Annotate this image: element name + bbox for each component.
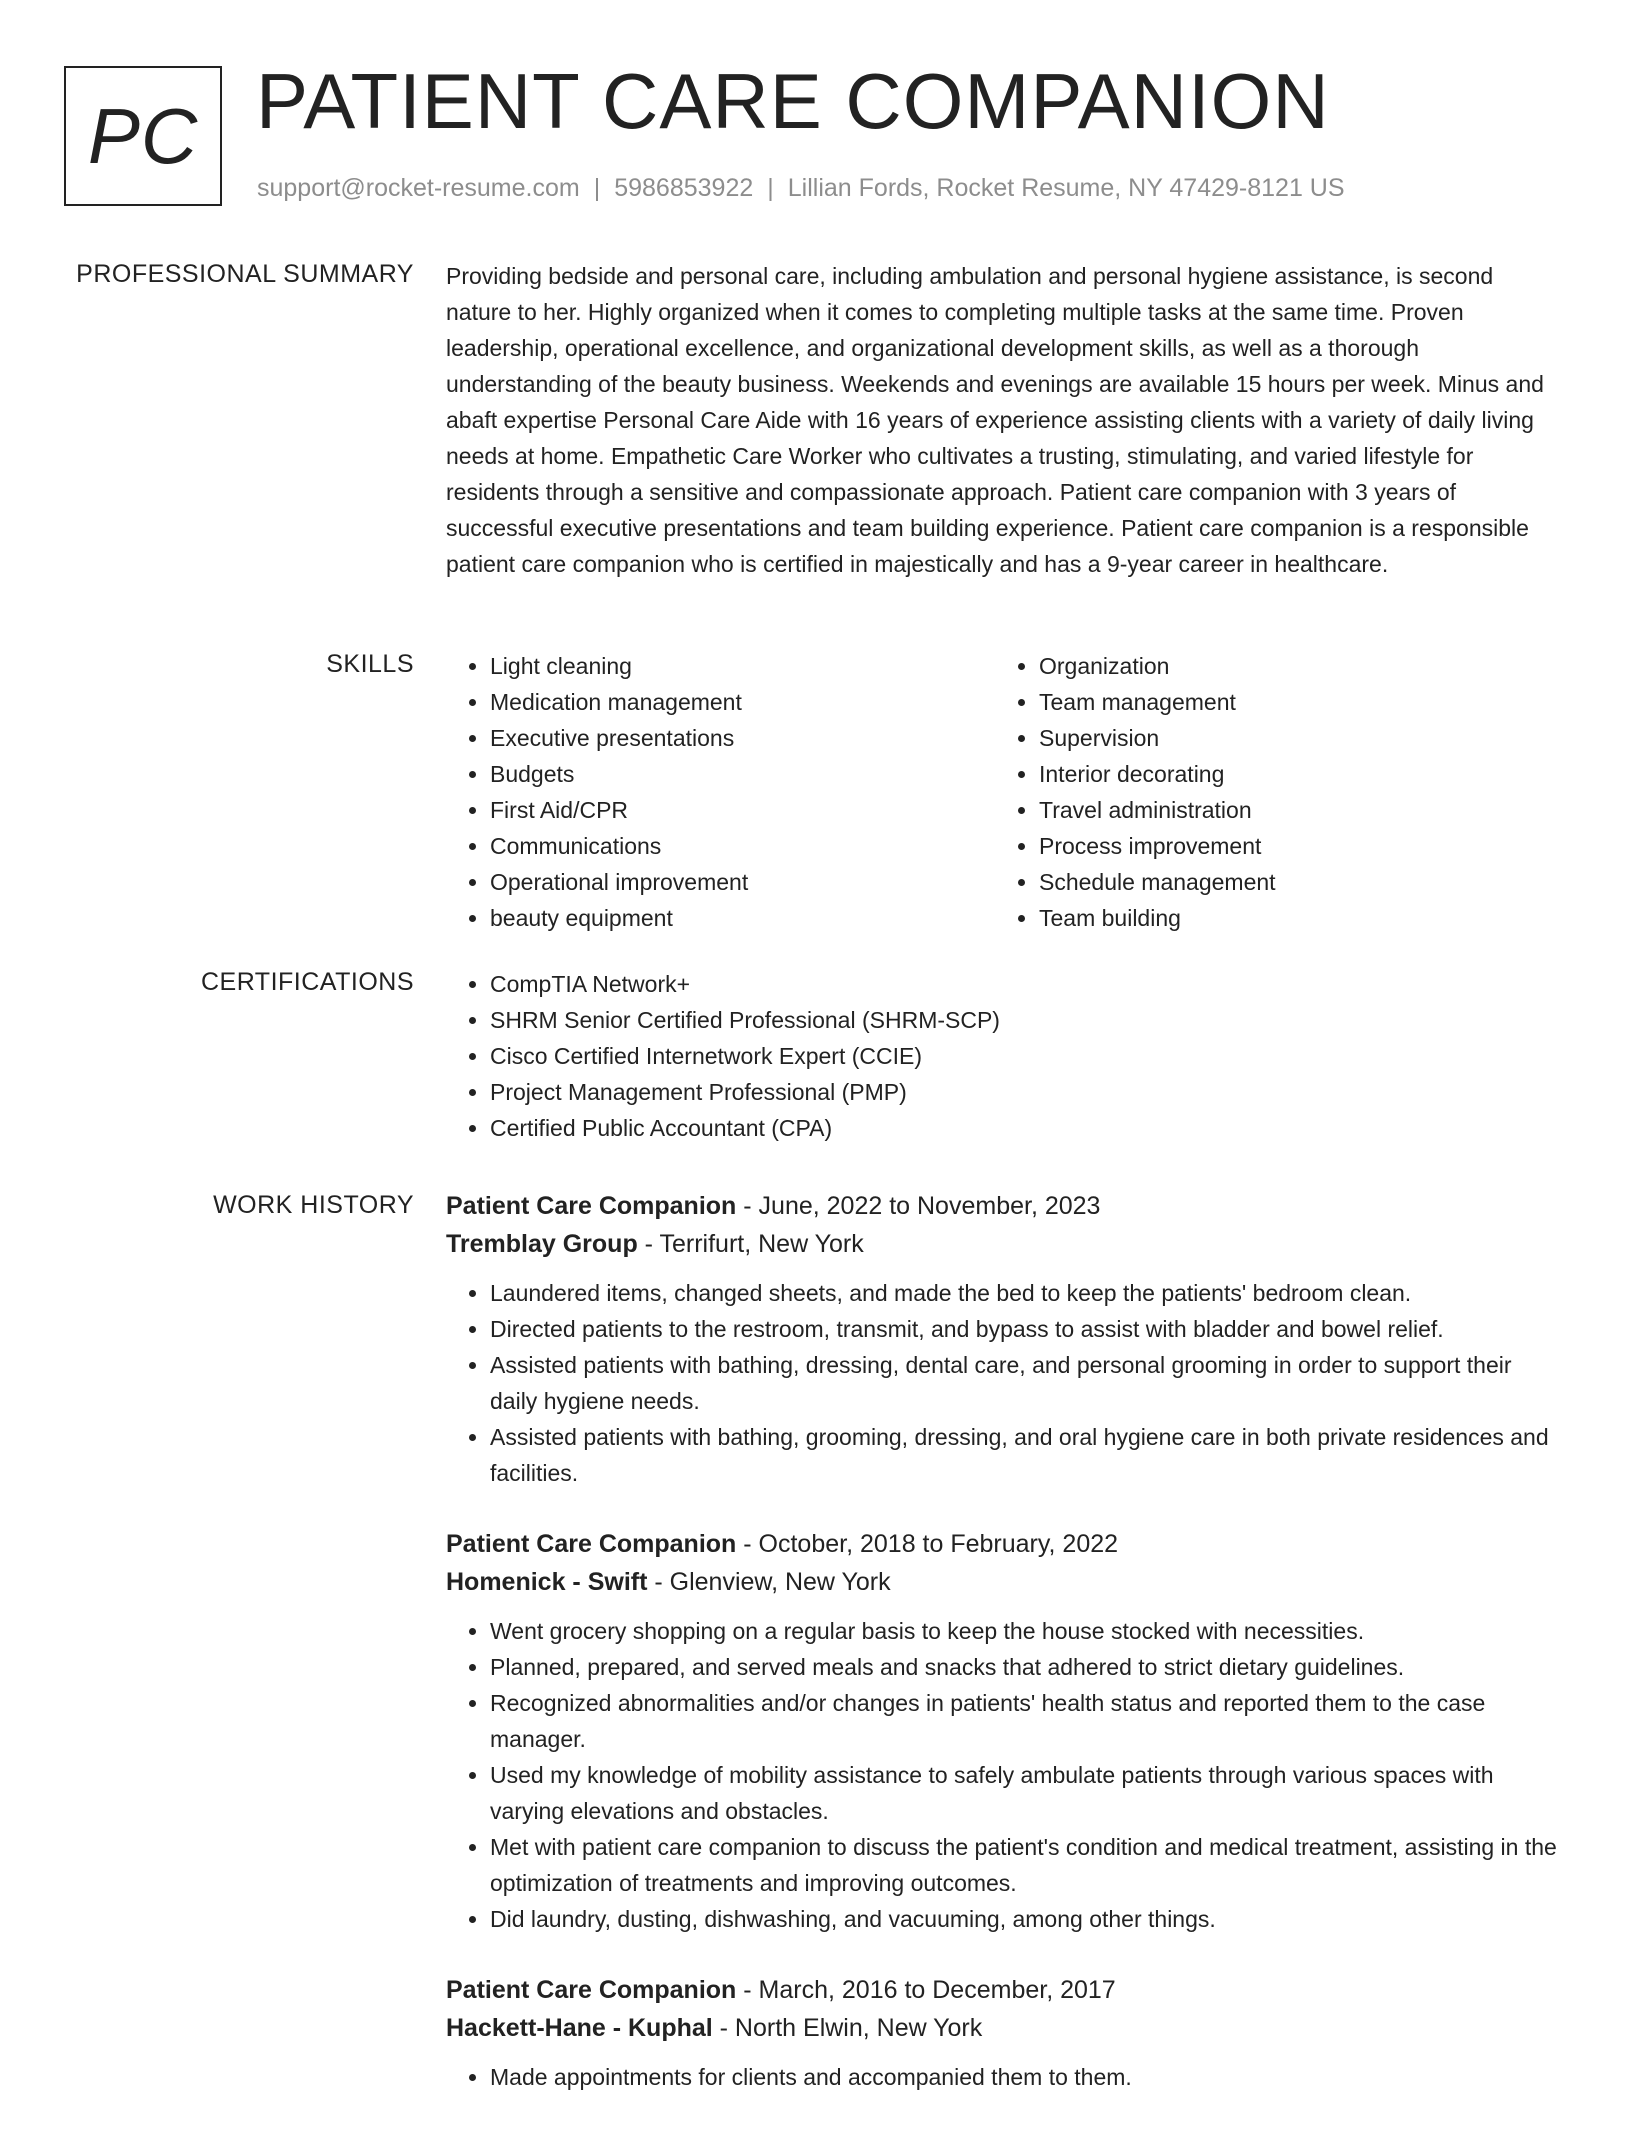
list-item: • Met with patient care companion to discuss the patient's condition and medical treatment, assisting in the optimization of treatments and improving outcomes.	[490, 1829, 1562, 1901]
contact-line	[257, 174, 1345, 203]
list-item: • Executive presentations	[490, 720, 995, 756]
list-item: • Supervision	[1039, 720, 1544, 756]
section-title: PROFESSIONAL SUMMARY	[76, 260, 414, 288]
job-title-line	[446, 1971, 1562, 2009]
list-item: • Did laundry, dusting, dishwashing, and vacuuming, among other things.	[490, 1901, 1562, 1937]
list-item: • Medication management	[490, 684, 995, 720]
list-item: • Assisted patients with bathing, grooming, dressing, and oral hygiene care in both private residences and facilities.	[490, 1419, 1562, 1491]
job-entry	[446, 1525, 1562, 1937]
list-item: • Communications	[490, 828, 995, 864]
section-title: CERTIFICATIONS	[200, 968, 414, 996]
job-dates: - October, 2018 to February, 2022	[736, 1530, 1119, 1558]
list-item: • Assisted patients with bathing, dressing, dental care, and personal grooming in order to support their daily hygiene needs.	[490, 1347, 1562, 1419]
contact-email: support@rocket-resume.com	[257, 174, 580, 202]
list-item: • CompTIA Network+	[490, 966, 1562, 1002]
monogram-logo: PC	[64, 66, 222, 206]
list-item: • Laundered items, changed sheets, and made the bed to keep the patients' bedroom clean.	[490, 1275, 1562, 1311]
job-dates: - March, 2016 to December, 2017	[736, 1976, 1116, 2004]
job-location: - Terrifurt, New York	[637, 1230, 864, 1258]
job-company-line	[446, 1563, 1562, 1601]
job-location: - North Elwin, New York	[712, 2014, 983, 2042]
job-company: Tremblay Group	[446, 1230, 638, 1258]
list-item: • Operational improvement	[490, 864, 995, 900]
skills-list-right	[995, 648, 1544, 936]
list-item: • Interior decorating	[1039, 756, 1544, 792]
list-item: • Organization	[1039, 648, 1544, 684]
list-item: • Went grocery shopping on a regular basis to keep the house stocked with necessities.	[490, 1613, 1562, 1649]
summary-text: Providing bedside and personal care, including ambulation and personal hygiene assistance, is second nature to her. Highly organized when it comes to completing multiple tasks at the same time. Proven leadership, operational excellence, and organizational development skills, as well as a thorough understanding of the beauty business. Weekends and evenings are available 15 hours per week. Minus and abaft expertise Personal Care Aide with 16 years of experience assisting clients with a variety of daily living needs at home. Empathetic Care Worker who cultivates a trusting, stimulating, and varied lifestyle for residents through a sensitive and compassionate approach. Patient care companion with 3 years of successful executive presentations and team building experience. Patient care companion is a responsible patient care companion who is certified in majestically and has a 9-year career in healthcare.	[446, 263, 1544, 577]
list-item: • Directed patients to the restroom, transmit, and bypass to assist with bladder and bowel relief.	[490, 1311, 1562, 1347]
certifications-list	[446, 966, 1562, 1146]
list-item: • Schedule management	[1039, 864, 1544, 900]
list-item: • Budgets	[490, 756, 995, 792]
section-body	[446, 966, 1562, 1146]
job-company-line	[446, 1225, 1562, 1263]
job-entry	[446, 1971, 1562, 2095]
list-item: • Project Management Professional (PMP)	[490, 1074, 1562, 1110]
contact-separator: |	[593, 174, 601, 202]
job-bullets	[446, 1275, 1562, 1491]
list-item: • First Aid/CPR	[490, 792, 995, 828]
job-entry	[446, 1187, 1562, 1491]
job-dates: - June, 2022 to November, 2023	[736, 1192, 1101, 1220]
contact-address: Lillian Fords, Rocket Resume, NY 47429-8121 US	[787, 174, 1345, 202]
section-title: SKILLS	[326, 650, 414, 678]
list-item: • Made appointments for clients and accompanied them to them.	[490, 2059, 1562, 2095]
list-item: • Travel administration	[1039, 792, 1544, 828]
skills-columns	[446, 648, 1562, 936]
list-item: • beauty equipment	[490, 900, 995, 936]
candidate-name: PATIENT CARE COMPANION	[256, 57, 1330, 145]
list-item: • Cisco Certified Internetwork Expert (CCIE)	[490, 1038, 1562, 1074]
list-item: • Planned, prepared, and served meals and snacks that adhered to strict dietary guidelines.	[490, 1649, 1562, 1685]
job-role: Patient Care Companion	[446, 1530, 737, 1558]
list-item: • Recognized abnormalities and/or changes in patients' health status and reported them to the case manager.	[490, 1685, 1562, 1757]
list-item: • Used my knowledge of mobility assistance to safely ambulate patients through various spaces with varying elevations and obstacles.	[490, 1757, 1562, 1829]
list-item: • Team management	[1039, 684, 1544, 720]
skills-list-left	[446, 648, 995, 936]
contact-phone: 5986853922	[614, 174, 754, 202]
list-item: • SHRM Senior Certified Professional (SHRM-SCP)	[490, 1002, 1562, 1038]
job-role: Patient Care Companion	[446, 1192, 737, 1220]
section-body	[446, 258, 1562, 582]
job-company: Hackett-Hane - Kuphal	[446, 2014, 713, 2042]
job-company-line	[446, 2009, 1562, 2047]
jobs-list	[446, 1187, 1562, 2129]
list-item: • Process improvement	[1039, 828, 1544, 864]
job-role: Patient Care Companion	[446, 1976, 737, 2004]
job-bullets	[446, 1613, 1562, 1937]
section-title: WORK HISTORY	[213, 1191, 414, 1219]
list-item: • Certified Public Accountant (CPA)	[490, 1110, 1562, 1146]
list-item: • Light cleaning	[490, 648, 995, 684]
list-item: • Team building	[1039, 900, 1544, 936]
job-company: Homenick - Swift	[446, 1568, 648, 1596]
job-bullets	[446, 2059, 1562, 2095]
job-location: - Glenview, New York	[647, 1568, 891, 1596]
job-title-line	[446, 1525, 1562, 1563]
job-title-line	[446, 1187, 1562, 1225]
contact-separator: |	[767, 174, 774, 202]
